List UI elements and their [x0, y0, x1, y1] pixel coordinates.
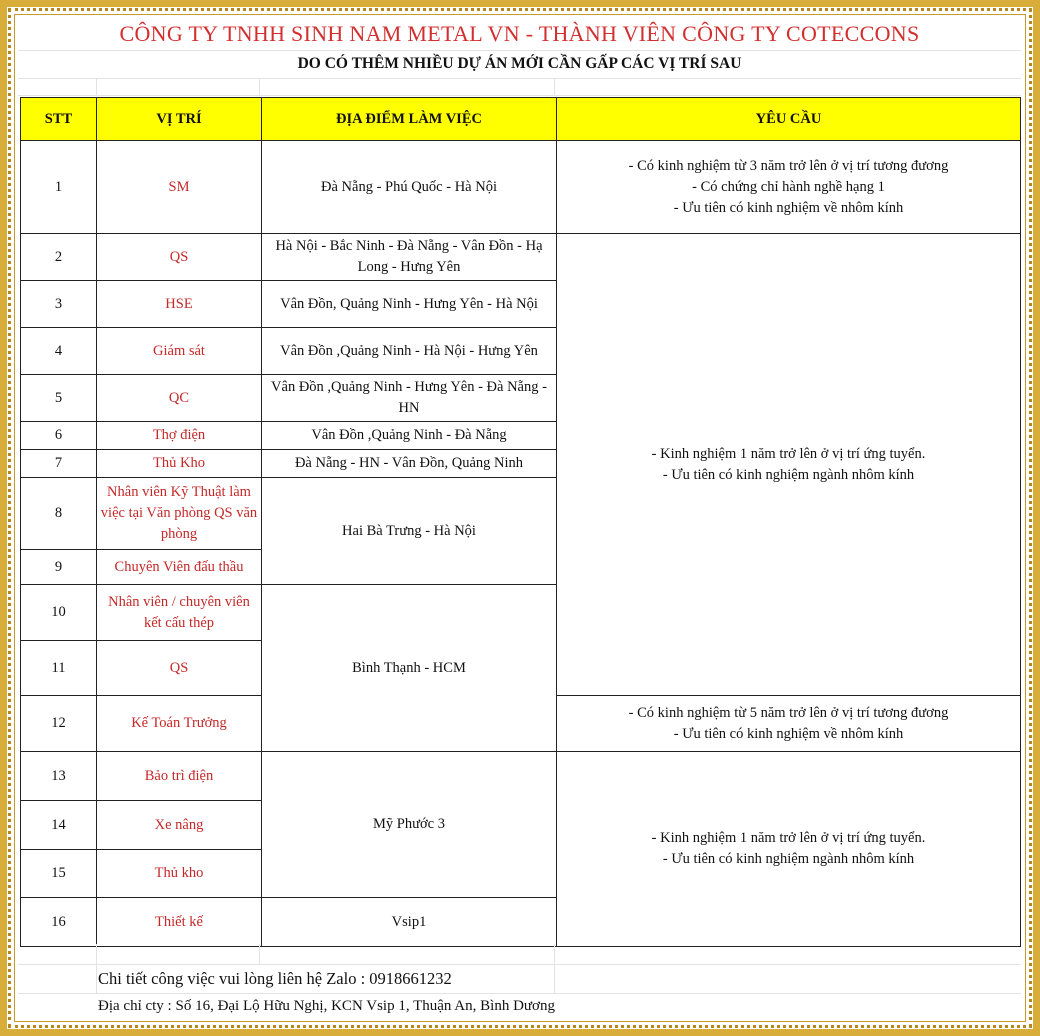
requirement-line: - Ưu tiên có kinh nghiệm về nhôm kính: [673, 725, 904, 742]
location-cell: Vân Đồn ,Quảng Ninh - Hà Nội - Hưng Yên: [262, 328, 557, 375]
location-cell: Vân Đồn, Quảng Ninh - Hưng Yên - Hà Nội: [262, 281, 557, 328]
requirements-cell: [557, 141, 1021, 234]
company-address: Địa chỉ cty : Số 16, Đại Lộ Hữu Nghị, KCN Vsip 1, Thuận An, Bình Dương: [98, 998, 555, 1014]
table-row: [21, 141, 1021, 234]
location-cell: Đà Nẵng - HN - Vân Đồn, Quảng Ninh: [262, 450, 557, 478]
position-cell: SM: [97, 141, 262, 234]
stt-cell: 8: [21, 478, 97, 550]
requirement-line: - Kinh nghiệm 1 năm trở lên ở vị trí ứng tuyển.: [651, 445, 926, 462]
stt-cell: 15: [21, 850, 97, 898]
requirement-line: - Ưu tiên có kinh nghiệm về nhôm kính: [673, 199, 904, 216]
location-cell: Hà Nội - Bắc Ninh - Đà Nẵng - Vân Đồn - Hạ Long - Hưng Yên: [262, 234, 557, 281]
requirement-line: - Kinh nghiệm 1 năm trở lên ở vị trí ứng tuyển.: [651, 830, 926, 846]
location-cell: Vsip1: [262, 898, 557, 947]
gridline: [554, 78, 555, 95]
stt-cell: 11: [21, 641, 97, 696]
requirements-cell: [557, 696, 1021, 752]
stt-cell: 16: [21, 898, 97, 947]
position-cell: Thiết kế: [97, 898, 262, 947]
stt-cell: 7: [21, 450, 97, 478]
gridline: [259, 944, 260, 964]
location-cell: Bình Thạnh - HCM: [262, 585, 557, 752]
requirement-line: - Có kinh nghiệm từ 5 năm trở lên ở vị trí tương đương: [628, 704, 949, 721]
header-location: ĐỊA ĐIỂM LÀM VIỆC: [262, 98, 557, 141]
position-cell: QC: [97, 375, 262, 422]
location-cell: Mỹ Phước 3: [262, 752, 557, 898]
stt-cell: 14: [21, 801, 97, 850]
position-cell: Giám sát: [97, 328, 262, 375]
position-cell: HSE: [97, 281, 262, 328]
header-position: VỊ TRÍ: [97, 98, 262, 141]
requirements-cell: [557, 234, 1021, 696]
location-cell: Vân Đồn ,Quảng Ninh - Hưng Yên - Đà Nẵng - HN: [262, 375, 557, 422]
gridline: [554, 964, 555, 993]
requirements-cell: [557, 752, 1021, 947]
stt-cell: 9: [21, 550, 97, 585]
location-cell: Đà Nẵng - Phú Quốc - Hà Nội: [262, 141, 557, 234]
requirement-line: - Ưu tiên có kinh nghiệm ngành nhôm kính: [662, 466, 915, 483]
stt-cell: 10: [21, 585, 97, 641]
stt-cell: 2: [21, 234, 97, 281]
jobs-table: [20, 97, 1021, 947]
requirement-line: - Ưu tiên có kinh nghiệm ngành nhôm kính: [662, 851, 915, 867]
location-cell: Vân Đồn ,Quảng Ninh - Đà Nẵng: [262, 422, 557, 450]
table-header-row: [21, 98, 1021, 141]
location-cell: Hai Bà Trưng - Hà Nội: [262, 478, 557, 585]
stt-cell: 12: [21, 696, 97, 752]
gridline: [96, 944, 97, 964]
position-cell: Xe nâng: [97, 801, 262, 850]
requirement-line: - Có kinh nghiệm từ 3 năm trở lên ở vị trí tương đương: [628, 157, 949, 174]
gridline: [554, 944, 555, 964]
position-cell: QS: [97, 234, 262, 281]
spreadsheet-gridline-row: [18, 78, 1021, 96]
contact-info: Chi tiết công việc vui lòng liên hệ Zalo : 0918661232: [98, 969, 452, 988]
stt-cell: 13: [21, 752, 97, 801]
requirement-line: - Có chứng chỉ hành nghề hạng 1: [692, 178, 885, 195]
stt-cell: 3: [21, 281, 97, 328]
position-cell: Kế Toán Trưởng: [97, 696, 262, 752]
header-stt: STT: [21, 98, 97, 141]
position-cell: Bảo trì điện: [97, 752, 262, 801]
company-title: CÔNG TY TNHH SINH NAM METAL VN - THÀNH VIÊN CÔNG TY COTECCONS: [18, 18, 1021, 51]
stt-cell: 5: [21, 375, 97, 422]
stt-cell: 1: [21, 141, 97, 234]
spreadsheet-gridline-row: [18, 944, 1021, 965]
position-cell: Thủ kho: [97, 850, 262, 898]
stt-cell: 4: [21, 328, 97, 375]
table-row: [21, 234, 1021, 281]
header-requirements: YÊU CẦU: [557, 98, 1021, 141]
position-cell: Chuyên Viên đấu thầu: [97, 550, 262, 585]
job-posting-sheet: [18, 18, 1021, 1018]
gridline: [259, 78, 260, 95]
table-row: [21, 752, 1021, 801]
position-cell: Thợ điện: [97, 422, 262, 450]
posting-subtitle: DO CÓ THÊM NHIỀU DỰ ÁN MỚI CẦN GẤP CÁC VỊ TRÍ SAU: [18, 50, 1021, 79]
gridline: [96, 964, 97, 993]
position-cell: Nhân viên / chuyên viên kết cấu thép: [97, 585, 262, 641]
position-cell: Thủ Kho: [97, 450, 262, 478]
gridline: [96, 78, 97, 95]
position-cell: Nhân viên Kỹ Thuật làm việc tại Văn phòng QS văn phòng: [97, 478, 262, 550]
position-cell: QS: [97, 641, 262, 696]
stt-cell: 6: [21, 422, 97, 450]
